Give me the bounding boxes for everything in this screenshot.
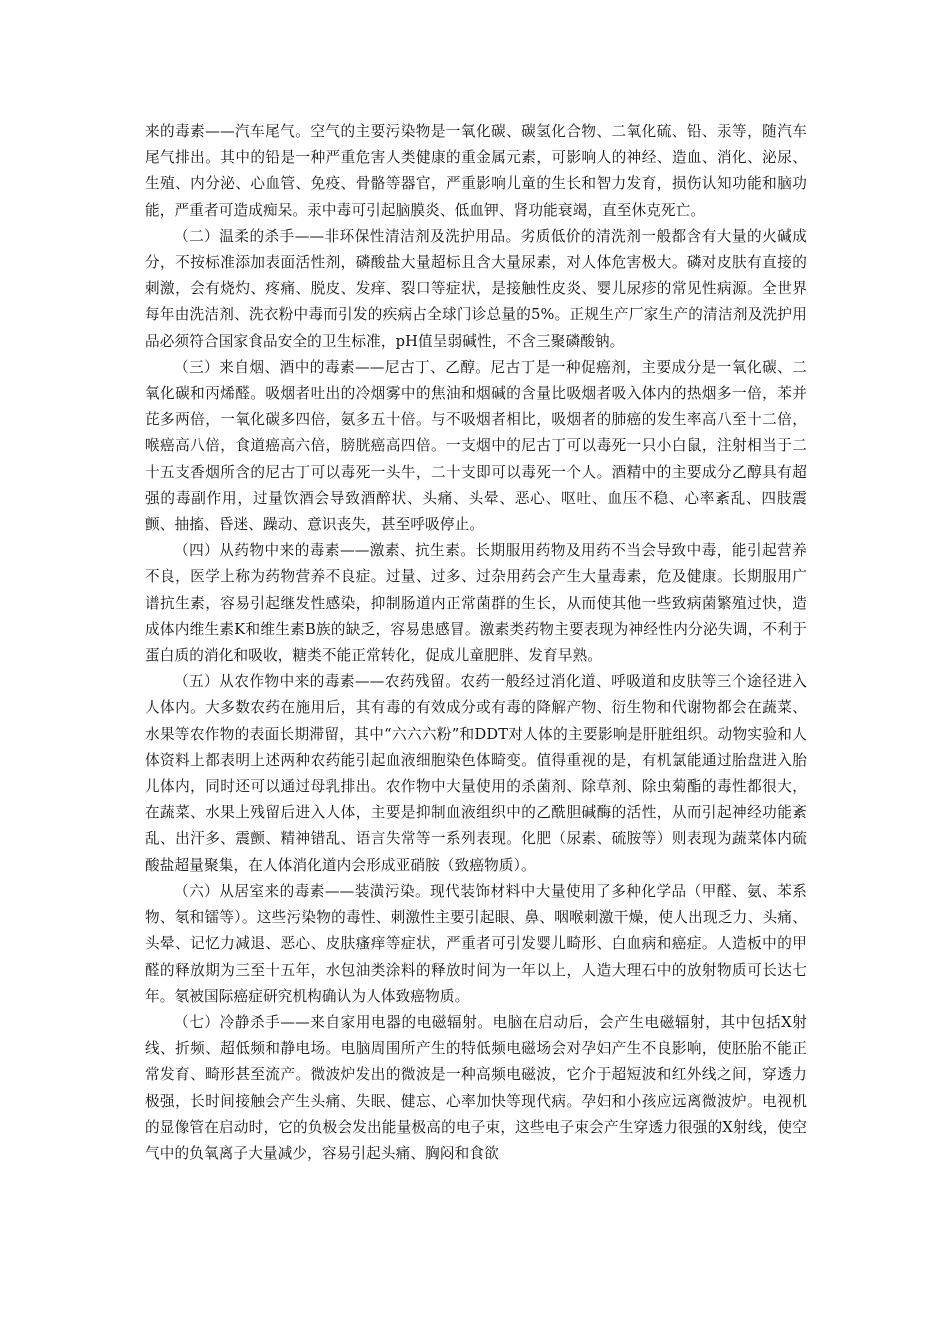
- paragraph-pesticide: （五）从农作物中来的毒素——农药残留。农药一般经过消化道、呼吸道和皮肤等三个途径进入人体内。大多数农药在施用后，其有毒的有效成分或有毒的降解产物、衍生物和代谢物都会在蔬菜、水果等农作物的表面长期滞留，其中“六六六粉”和DDT对人体的主要影响是肝脏组织。动物实验和人体资料上都表明上述两种农药能引起血液细胞染色体畸变。值得重视的是，有机氯能通过胎盘进入胎儿体内，同时还可以通过母乳排出。农作物中大量使用的杀菌剂、除草剂、除虫菊酯的毒性都很大，在蔬菜、水果上残留后进入人体，主要是抑制血液组织中的乙酰胆碱酶的活性，从而引起神经功能紊乱、出汗多、震颤、精神错乱、语言失常等一系列表现。化肥（尿素、硫胺等）则表现为蔬菜体内硫酸盐超量聚集，在人体消化道内会形成亚硝胺（致癌物质）。: [145, 673, 807, 874]
- paragraph-medicine: （四）从药物中来的毒素——激素、抗生素。长期服用药物及用药不当会导致中毒，能引起营养不良，医学上称为药物营养不良症。过量、过多、过杂用药会产生大量毒素，危及健康。长期服用广谱抗生素，容易引起继发性感染，抑制肠道内正常菌群的生长，从而使其他一些致病菌繁殖过快，造成体内维生素K和维生素B族的缺乏，容易患感冒。激素类药物主要表现为神经性内分泌失调，不利于蛋白质的消化和吸收，糖类不能正常转化，促成儿童肥胖、发育早熟。: [145, 542, 807, 665]
- paragraph-decoration: （六）从居室来的毒素——装潢污染。现代装饰材料中大量使用了多种化学品（甲醛、氨、苯系物、氡和镭等）。这些污染物的毒性、刺激性主要引起眼、鼻、咽喉刺激干燥，使人出现乏力、头痛、头晕、记忆力减退、恶心、皮肤瘙痒等症状，严重者可引发婴儿畸形、白血病和癌症。人造板中的甲醛的释放期为三至十五年，水包油类涂料的释放时间为一年以上，人造大理石中的放射物质可长达七年。氡被国际癌症研究机构确认为人体致癌物质。: [145, 882, 807, 1005]
- paragraph-tobacco-alcohol: （三）来自烟、酒中的毒素——尼古丁、乙醇。尼古丁是一种促癌剂，主要成分是一氧化碳、二氧化碳和丙烯醛。吸烟者吐出的冷烟雾中的焦油和烟碱的含量比吸烟者吸入体内的热烟多一倍，苯并芘多两倍，一氧化碳多四倍，氨多五十倍。与不吸烟者相比，吸烟者的肺癌的发生率高八至十二倍，喉癌高八倍，食道癌高六倍，膀胱癌高四倍。一支烟中的尼古丁可以毒死一只小白鼠，注射相当于二十五支香烟所含的尼古丁可以毒死一头牛，二十支即可以毒死一个人。酒精中的主要成分乙醇具有超强的毒副作用，过量饮酒会导致酒醉状、头痛、头晕、恶心、呕吐、血压不稳、心率紊乱、四肢震颤、抽搐、昏迷、躁动、意识丧失，甚至呼吸停止。: [145, 358, 807, 534]
- paragraph-radiation: （七）冷静杀手——来自家用电器的电磁辐射。电脑在启动后，会产生电磁辐射，其中包括X射线、折频、超低频和静电场。电脑周围所产生的特低频电磁场会对孕妇产生不良影响，使胚胎不能正常发育、畸形甚至流产。微波炉发出的微波是一种高频电磁波，它介于超短波和红外线之间，穿透力极强，长时间接触会产生头痛、失眠、健忘、心率加快等现代病。孕妇和小孩应远离微波炉。电视机的显像管在启动时，它的负极会发出能量极高的电子束，这些电子束会产生穿透力很强的X射线，使空气中的负氧离子大量减少，容易引起头痛、胸闷和食欲: [145, 1013, 807, 1162]
- document-page: [145, 119, 807, 1167]
- paragraph-cleaning-products: （二）温柔的杀手——非环保性清洁剂及洗护用品。劣质低价的清洗剂一般都含有大量的火碱成分，不按标准添加表面活性剂，磷酸盐大量超标且含大量尿素，对人体危害极大。磷对皮肤有直接的刺激，会有烧灼、疼痛、脱皮、发痒、裂口等症状，是接触性皮炎、婴儿尿疹的常见性病源。全世界每年由洗洁剂、洗衣粉中毒而引发的疾病占全球门诊总量的5%。正规生产厂家生产的清洁剂及洗护用品必须符合国家食品安全的卫生标准，pH值呈弱碱性，不含三聚磷酸钠。: [145, 227, 807, 350]
- paragraph-car-exhaust: 来的毒素——汽车尾气。空气的主要污染物是一氧化碳、碳氢化合物、二氧化硫、铅、汞等，随汽车尾气排出。其中的铅是一种严重危害人类健康的重金属元素，可影响人的神经、造血、消化、泌尿、生殖、内分泌、心血管、免疫、骨骼等器官，严重影响儿童的生长和智力发育，损伤认知功能和脑功能，严重者可造成痴呆。汞中毒可引起脑膜炎、低血钾、肾功能衰竭，直至休克死亡。: [145, 123, 807, 219]
